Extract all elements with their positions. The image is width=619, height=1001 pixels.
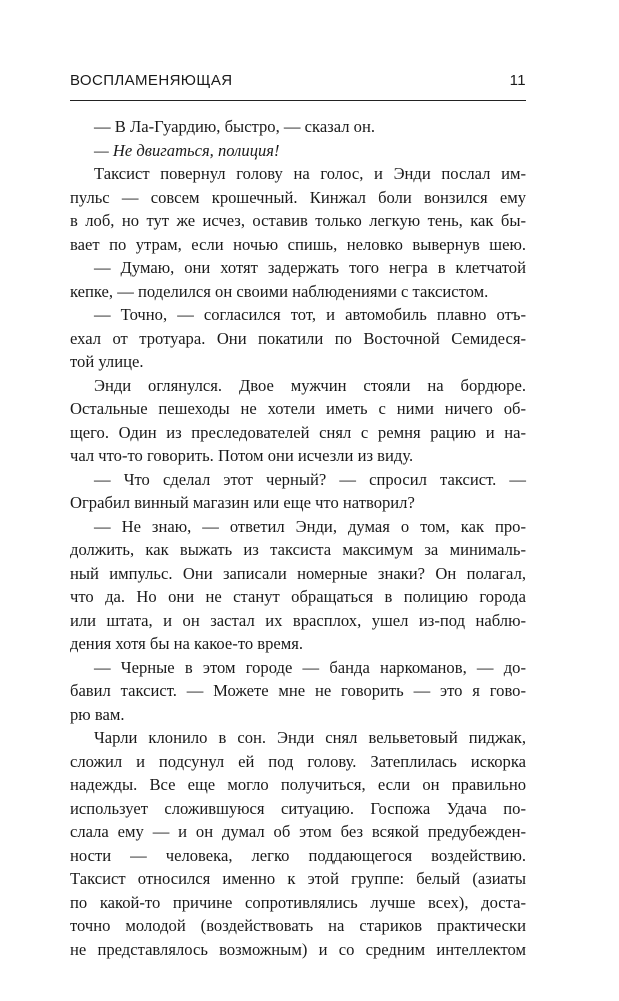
text-line: использует сложившуюся ситуацию. Госпожа Удача по- — [70, 798, 526, 818]
text-line: — Не двигаться, полиция! — [94, 140, 280, 160]
text-line: — Не знаю, — ответил Энди, думая о том, как про- — [94, 516, 526, 536]
text-line: вает по утрам, если ночью спишь, неловко вывернув шею. — [70, 234, 526, 254]
text-line: слала ему — и он думал об этом без всякой предубежден- — [70, 822, 526, 841]
text-line: чал что-то говорить. Потом они исчезли из виду. — [70, 446, 414, 465]
text-line: Остальные пешеходы не хотели иметь с ними ничего об- — [70, 399, 526, 418]
text-line: Энди оглянулся. Двое мужчин стояли на бордюре. — [94, 375, 526, 395]
text-line: Чарли клонило в сон. Энди снял вельветовый пиджак, — [94, 728, 526, 747]
text-line: дения хотя бы на какое-то время. — [70, 634, 304, 653]
text-line: рю вам. — [70, 704, 125, 724]
text-line: Ограбил винный магазин или еще что натворил? — [70, 493, 415, 512]
page-body — [70, 115, 526, 961]
text-line: — Думаю, они хотят задержать того негра в клетчатой — [94, 258, 526, 277]
text-line: по какой-то причине сопротивлялись лучше всех), доста- — [70, 892, 526, 912]
text-line: что да. Но они не станут обращаться в полицию города — [70, 587, 526, 606]
text-line: ный импульс. Они записали номерные знаки? Он полагал, — [70, 563, 526, 583]
text-line: — В Ла-Гуардию, быстро, — сказал он. — [94, 117, 376, 136]
text-line: должить, как выжать из таксиста максимум за минималь- — [70, 540, 526, 559]
text-line: кепке, — поделился он своими наблюдениями с таксистом. — [70, 281, 489, 301]
text-line: сложил и подсунул ей под голову. Затеплилась искорка — [70, 751, 526, 771]
text-line: ности — человека, легко поддающегося воздействию. — [70, 845, 526, 865]
text-line: щего. Один из преследователей снял с ремня рацию и на- — [70, 422, 526, 442]
page-number: 11 — [509, 72, 526, 89]
text-line: точно молодой (воздействовать на стариков практически — [70, 916, 526, 935]
text-line: или штата, и он застал их врасплох, ушел из-под наблю- — [70, 610, 526, 630]
text-line: — Точно, — согласился тот, и автомобиль плавно отъ- — [94, 305, 526, 324]
text-line: в лоб, но тут же исчез, оставив только легкую тень, как бы- — [70, 211, 526, 230]
text-line: Таксист повернул голову на голос, и Энди послал им- — [94, 164, 526, 183]
header-rule — [70, 100, 526, 101]
book-title: ВОСПЛАМЕНЯЮЩАЯ — [70, 72, 233, 89]
text-line: пульс — совсем крошечный. Кинжал боли вонзился ему — [70, 187, 526, 207]
text-line: Таксист относился именно к этой группе: белый (азиаты — [70, 869, 526, 888]
text-line: надежды. Все еще могло получиться, если он правильно — [70, 775, 526, 794]
text-line: ехал от тротуара. Они покатили по Восточной Семидеся- — [70, 328, 526, 348]
text-line: той улице. — [70, 352, 144, 371]
text-line: бавил таксист. — Можете мне не говорить — это я гово- — [70, 681, 526, 700]
text-line: — Черные в этом городе — банда наркоманов, — до- — [94, 657, 526, 677]
text-line: — Что сделал этот черный? — спросил таксист. — — [94, 469, 526, 489]
text-line: не представлялось возможным) и со средним интеллектом — [70, 939, 526, 959]
